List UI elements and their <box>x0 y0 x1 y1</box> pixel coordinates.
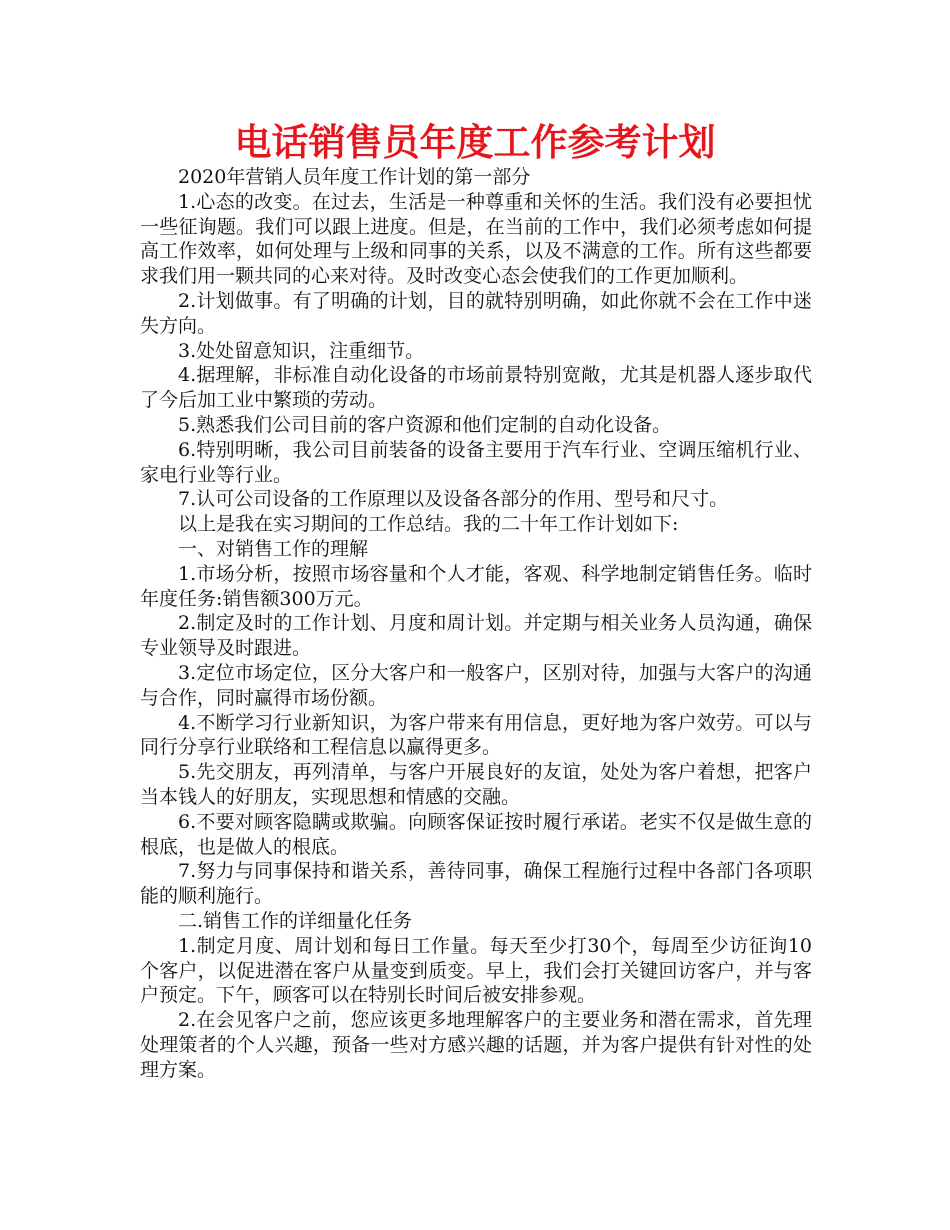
paragraph: 2020年营销人员年度工作计划的第一部分 <box>178 166 531 188</box>
paragraph: 1.市场分析，按照市场容量和个人才能，客观、科学地制定销售任务。临时年度任务:销售额300万元。 <box>140 562 812 610</box>
paragraph: 1.制定月度、周计划和每日工作量。每天至少打30个，每周至少访征询10个客户，以促进潜在客户从量变到质变。早上，我们会打关键回访客户，并与客户预定。下午，顾客可以在特别长时间后被安排参观。 <box>140 934 812 1007</box>
paragraph: 3.定位市场定位，区分大客户和一般客户，区别对待，加强与大客户的沟通与合作，同时赢得市场份额。 <box>140 661 812 709</box>
document-body <box>140 165 812 1082</box>
paragraph: 6.不要对顾客隐瞒或欺骗。向顾客保证按时履行承诺。老实不仅是做生意的根底，也是做人的根底。 <box>140 810 812 858</box>
paragraph: 5.先交朋友，再列清单，与客户开展良好的友谊，处处为客户着想，把客户当本钱人的好朋友，实现思想和情感的交融。 <box>140 761 812 808</box>
paragraph: 3.处处留意知识，注重细节。 <box>178 339 425 362</box>
paragraph: 2.在会见客户之前，您应该更多地理解客户的主要业务和潜在需求，首先理处理策者的个人兴趣，预备一些对方感兴趣的话题，并为客户提供有针对性的处理方案。 <box>140 1009 812 1081</box>
paragraph: 4.据理解，非标准自动化设备的市场前景特别宽敞，尤其是机器人逐步取代了今后加工业中繁琐的劳动。 <box>140 364 812 412</box>
paragraph: 5.熟悉我们公司目前的客户资源和他们定制的自动化设备。 <box>178 413 672 436</box>
section-heading: 二.销售工作的详细量化任务 <box>178 909 413 932</box>
paragraph: 以上是我在实习期间的工作总结。我的二十年工作计划如下: <box>178 513 679 536</box>
paragraph: 6.特别明晰，我公司目前装备的设备主要用于汽车行业、空调压缩机行业、家电行业等行业。 <box>140 438 812 486</box>
paragraph: 7.努力与同事保持和谐关系，善待同事，确保工程施行过程中各部门各项职能的顺利施行。 <box>140 860 812 908</box>
paragraph: 2.制定及时的工作计划、月度和周计划。并定期与相关业务人员沟通，确保专业领导及时跟进。 <box>140 612 812 660</box>
section-heading: 一、对销售工作的理解 <box>178 537 369 560</box>
document-title: 电话销售员年度工作参考计划 <box>234 121 716 164</box>
paragraph: 1.心态的改变。在过去，生活是一种尊重和关怀的生活。我们没有必要担忧一些征询题。我们可以跟上进度。但是，在当前的工作中，我们必须考虑如何提高工作效率，如何处理与上级和同事的关系，以及不满意的工作。所有这些都要求我们用一颗共同的心来对待。及时改变心态会使我们的工作更加顺利。 <box>140 190 812 288</box>
paragraph: 4.不断学习行业新知识，为客户带来有用信息，更好地为客户效劳。可以与同行分享行业联络和工程信息以赢得更多。 <box>140 711 812 759</box>
paragraph: 7.认可公司设备的工作原理以及设备各部分的作用、型号和尺寸。 <box>178 488 729 511</box>
paragraph: 2.计划做事。有了明确的计划，目的就特别明确，如此你就不会在工作中迷失方向。 <box>140 289 812 337</box>
